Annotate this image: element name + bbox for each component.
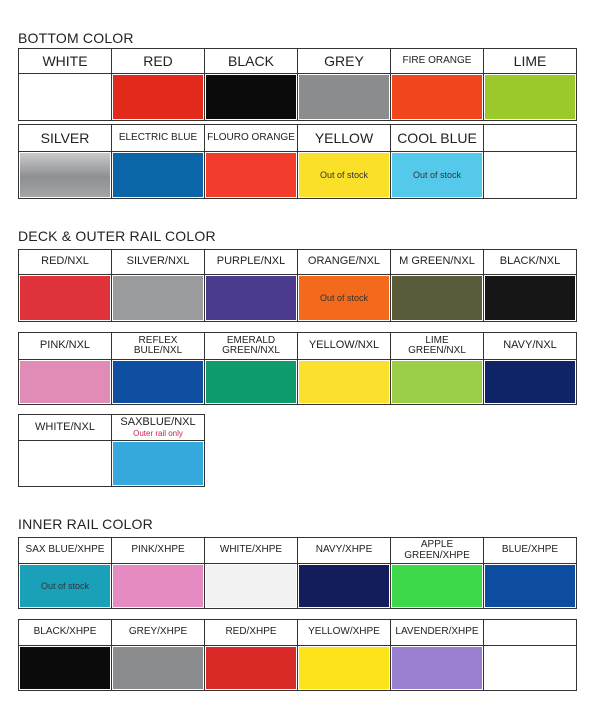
color-swatch bbox=[113, 647, 203, 689]
color-label bbox=[298, 250, 390, 275]
color-label-line: GREEN/NXL bbox=[408, 345, 466, 356]
color-label-text: NAVY/XHPE bbox=[315, 544, 373, 556]
color-swatch bbox=[485, 276, 575, 320]
color-swatch bbox=[299, 75, 389, 119]
color-label-text: WHITE/NXL bbox=[35, 420, 95, 433]
color-label bbox=[298, 620, 390, 646]
color-swatch bbox=[392, 153, 482, 197]
swatch-cell-black bbox=[204, 48, 298, 121]
color-label-text: PINK/XHPE bbox=[131, 544, 185, 556]
color-label bbox=[484, 250, 576, 275]
color-label bbox=[19, 49, 111, 74]
color-swatch bbox=[20, 442, 110, 485]
swatch-cell-pink-nxl bbox=[18, 332, 112, 405]
swatch-cell-sax-blue-xhpe bbox=[18, 537, 112, 609]
color-label-line: REFLEX bbox=[138, 334, 178, 346]
color-swatch bbox=[485, 75, 575, 119]
swatch-cell-red bbox=[111, 48, 205, 121]
swatch-cell-blue-xhpe bbox=[483, 537, 577, 609]
swatch-cell-navy-xhpe bbox=[297, 537, 391, 609]
color-label-text: ELECTRIC BLUE bbox=[118, 131, 198, 143]
color-label-text: FIRE ORANGE bbox=[402, 54, 472, 66]
color-swatch bbox=[20, 276, 110, 320]
color-label-text: WHITE/XHPE bbox=[219, 544, 283, 556]
color-swatch bbox=[20, 565, 110, 607]
color-swatch bbox=[113, 75, 203, 119]
color-swatch bbox=[20, 75, 110, 119]
swatch-cell-saxblue-nxl bbox=[111, 414, 205, 487]
color-label bbox=[205, 538, 297, 564]
color-label bbox=[298, 125, 390, 152]
swatch-cell-white-xhpe bbox=[204, 537, 298, 609]
color-label-text: PINK/NXL bbox=[39, 339, 91, 352]
color-label bbox=[205, 250, 297, 275]
color-swatch bbox=[20, 647, 110, 689]
color-label-text: RED/XHPE bbox=[225, 626, 277, 638]
color-swatch bbox=[113, 276, 203, 320]
swatch-cell-grey-xhpe bbox=[111, 619, 205, 691]
swatch-cell-white bbox=[18, 48, 112, 121]
swatch-cell-fire-orange bbox=[390, 48, 484, 121]
swatch-cell-silver-nxl bbox=[111, 249, 205, 322]
color-swatch bbox=[206, 361, 296, 403]
swatch-cell-silver bbox=[18, 124, 112, 199]
swatch-cell-grey bbox=[297, 48, 391, 121]
color-label-line: EMERALD bbox=[226, 334, 276, 346]
swatch-cell-red-xhpe bbox=[204, 619, 298, 691]
color-swatch bbox=[20, 153, 110, 197]
color-label-text: M GREEN/NXL bbox=[399, 255, 475, 268]
swatch-cell-electric-blue bbox=[111, 124, 205, 199]
color-label-text: COOL BLUE bbox=[397, 129, 477, 146]
color-label bbox=[298, 49, 390, 74]
color-label bbox=[391, 250, 483, 275]
color-label bbox=[298, 333, 390, 360]
color-swatch bbox=[206, 276, 296, 320]
color-swatch bbox=[299, 647, 389, 689]
color-label-text: PURPLE/NXL bbox=[216, 255, 286, 268]
color-label-text: GREY bbox=[324, 52, 364, 69]
swatch-cell-black-xhpe bbox=[18, 619, 112, 691]
color-swatch bbox=[299, 153, 389, 197]
color-swatch bbox=[206, 647, 296, 689]
color-label bbox=[484, 538, 576, 564]
color-label bbox=[298, 538, 390, 564]
color-label-line: LIME bbox=[425, 334, 449, 346]
swatch-cell-m-green-nxl bbox=[390, 249, 484, 322]
swatch-cell-yellow-xhpe bbox=[297, 619, 391, 691]
color-swatch bbox=[392, 276, 482, 320]
stock-note: Out of stock bbox=[40, 581, 90, 591]
color-label-line: GREEN/NXL bbox=[222, 345, 280, 356]
color-label-line: APPLE bbox=[420, 539, 454, 550]
color-label bbox=[391, 538, 483, 564]
color-swatch bbox=[392, 75, 482, 119]
color-label bbox=[19, 415, 111, 441]
color-label bbox=[484, 333, 576, 360]
color-label bbox=[19, 333, 111, 360]
color-label bbox=[19, 538, 111, 564]
color-label bbox=[112, 250, 204, 275]
color-swatch bbox=[20, 361, 110, 403]
stock-note: Out of stock bbox=[412, 170, 462, 180]
color-label-text: ORANGE/NXL bbox=[307, 255, 381, 268]
color-label bbox=[391, 620, 483, 646]
color-label bbox=[484, 125, 576, 152]
color-swatch bbox=[485, 361, 575, 403]
color-label bbox=[391, 125, 483, 152]
color-label bbox=[391, 333, 483, 360]
color-label bbox=[112, 49, 204, 74]
swatch-cell-emerald-green-nxl bbox=[204, 332, 298, 405]
color-label-text: YELLOW/NXL bbox=[308, 339, 380, 352]
section-title-bottom-color: BOTTOM COLOR bbox=[18, 30, 134, 46]
color-label-text: SILVER/NXL bbox=[126, 255, 190, 268]
swatch-cell-yellow bbox=[297, 124, 391, 199]
empty-cell bbox=[483, 124, 577, 199]
color-swatch bbox=[299, 361, 389, 403]
swatch-cell-lavender-xhpe bbox=[390, 619, 484, 691]
color-label-text: LAVENDER/XHPE bbox=[395, 626, 479, 638]
color-label-line: BULE/NXL bbox=[133, 345, 183, 356]
color-label bbox=[205, 620, 297, 646]
stock-note: Out of stock bbox=[319, 293, 369, 303]
stock-note: Out of stock bbox=[319, 170, 369, 180]
color-label bbox=[112, 415, 204, 441]
empty-cell bbox=[483, 619, 577, 691]
color-swatch bbox=[206, 153, 296, 197]
color-label-text: GREY/XHPE bbox=[128, 626, 188, 638]
color-swatch bbox=[113, 442, 203, 485]
color-swatch bbox=[299, 565, 389, 607]
color-label-text: SAXBLUE/NXL bbox=[120, 416, 196, 429]
color-swatch bbox=[485, 565, 575, 607]
swatch-cell-yellow-nxl bbox=[297, 332, 391, 405]
color-label-text: LIME bbox=[513, 52, 547, 69]
swatch-cell-black-nxl bbox=[483, 249, 577, 322]
color-label bbox=[19, 620, 111, 646]
color-label-text: FLOURO ORANGE bbox=[207, 131, 295, 143]
section-title-inner-rail-color: INNER RAIL COLOR bbox=[18, 516, 153, 532]
color-label-text: YELLOW bbox=[314, 129, 374, 146]
color-swatch bbox=[485, 647, 575, 689]
color-label-text: NAVY/NXL bbox=[503, 339, 557, 352]
color-label-text: BLACK/NXL bbox=[499, 255, 561, 268]
color-swatch bbox=[113, 361, 203, 403]
color-label-text: RED bbox=[143, 52, 173, 69]
swatch-cell-flouro-orange bbox=[204, 124, 298, 199]
swatch-cell-reflex-bule-nxl bbox=[111, 332, 205, 405]
swatch-cell-white-nxl bbox=[18, 414, 112, 487]
color-swatch bbox=[206, 75, 296, 119]
swatch-cell-cool-blue bbox=[390, 124, 484, 199]
color-label-text: WHITE bbox=[42, 52, 88, 69]
swatch-cell-purple-nxl bbox=[204, 249, 298, 322]
swatch-cell-navy-nxl bbox=[483, 332, 577, 405]
swatch-cell-lime-green-nxl bbox=[390, 332, 484, 405]
color-swatch bbox=[392, 361, 482, 403]
color-label-text: SAX BLUE/XHPE bbox=[25, 544, 105, 556]
color-label-text: BLUE/XHPE bbox=[501, 544, 559, 556]
color-swatch bbox=[206, 565, 296, 607]
color-sublabel: Outer rail only bbox=[133, 428, 183, 438]
color-label-text: BLACK bbox=[228, 52, 274, 69]
color-swatch bbox=[392, 565, 482, 607]
color-label-line: GREEN/XHPE bbox=[404, 549, 470, 561]
swatch-cell-orange-nxl bbox=[297, 249, 391, 322]
color-label bbox=[205, 125, 297, 152]
color-swatch bbox=[113, 153, 203, 197]
color-label bbox=[205, 333, 297, 360]
color-label bbox=[112, 538, 204, 564]
swatch-cell-red-nxl bbox=[18, 249, 112, 322]
swatch-cell-apple-green-xhpe bbox=[390, 537, 484, 609]
color-label bbox=[205, 49, 297, 74]
color-swatch bbox=[485, 153, 575, 197]
color-swatch bbox=[299, 276, 389, 320]
color-swatch bbox=[113, 565, 203, 607]
swatch-cell-pink-xhpe bbox=[111, 537, 205, 609]
color-label bbox=[112, 333, 204, 360]
color-label-text: SILVER bbox=[40, 129, 90, 146]
color-swatch bbox=[392, 647, 482, 689]
color-label bbox=[19, 250, 111, 275]
color-label-text: RED/NXL bbox=[41, 255, 89, 268]
color-label bbox=[484, 620, 576, 646]
color-label bbox=[484, 49, 576, 74]
color-label bbox=[19, 125, 111, 152]
color-label-text: BLACK/XHPE bbox=[33, 626, 97, 638]
section-title-deck-outer-rail-color: DECK & OUTER RAIL COLOR bbox=[18, 228, 216, 244]
color-label-text: YELLOW/XHPE bbox=[308, 626, 380, 638]
swatch-cell-lime bbox=[483, 48, 577, 121]
color-label bbox=[112, 620, 204, 646]
color-label bbox=[391, 49, 483, 74]
color-label bbox=[112, 125, 204, 152]
